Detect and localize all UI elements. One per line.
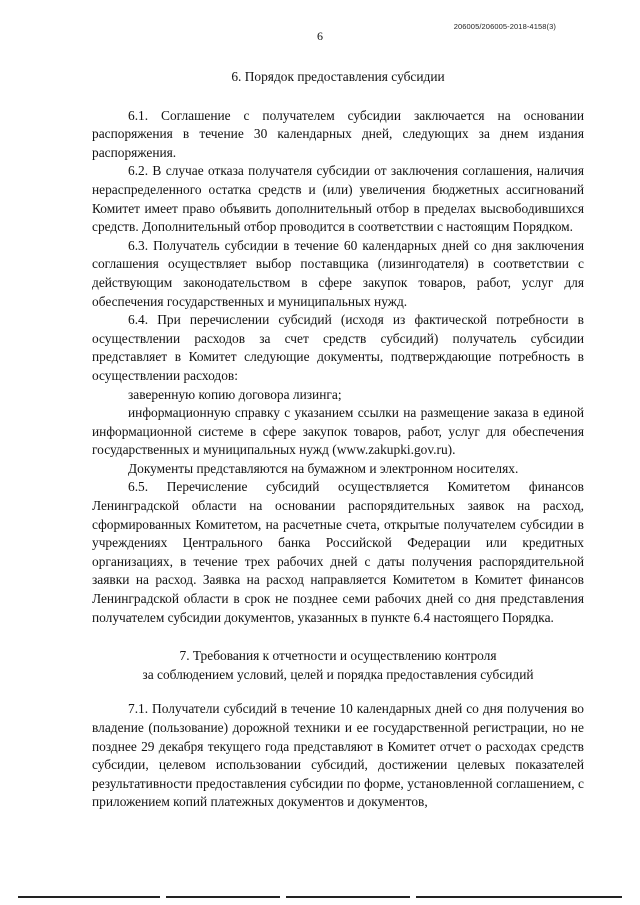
list-item-info-reference: информационную справку с указанием ссылки на размещение заказа в единой информационной системе в сфере закупок товаров, работ, услуг для обеспечения государственных и муниципальных нужд (www.zakupki.gov.ru). (92, 405, 584, 458)
section-7-title (92, 647, 584, 684)
page-number: 6 (317, 29, 323, 43)
paragraph-6-3: 6.3. Получатель субсидии в течение 60 календарных дней со дня заключения соглашения осуществляет выбор поставщика (лизингодателя) в соответствии с действующим законодательством в сфере закупок товаров, работ, услуг для обеспечения государственных и муниципальных нужд. (92, 237, 584, 309)
paragraph-6-2: 6.2. В случае отказа получателя субсидии от заключения соглашения, наличия нераспределенного остатка средств и (или) увеличения бюджетных ассигнований Комитет имеет право объявить дополнительный отбор в пределах высвободившихся средств. Дополнительный отбор проводится в соответствии с настоящим Порядком. (92, 163, 584, 235)
scan-bottom-edge (18, 896, 622, 898)
paragraph-6-1: 6.1. Соглашение с получателем субсидии заключается на основании распоряжения в течение 30 календарных дней, следующих за днем издания распоряжения. (92, 107, 584, 160)
paragraph-documents-media: Документы представляются на бумажном и электронном носителях. (128, 460, 519, 476)
section-6-title: 6. Порядок предоставления субсидии (231, 69, 445, 84)
section-7-title-line-2: за соблюдением условий, целей и порядка предоставления субсидий (142, 666, 534, 682)
section-7-title-line-1: 7. Требования к отчетности и осуществлению контроля (179, 648, 497, 664)
paragraph-6-5: 6.5. Перечисление субсидий осуществляется Комитетом финансов Ленинградской области на основании распорядительных заявок на расход, сформированных Комитетом, на расчетные счета, открытые получателем субсидии в учреждениях Центрального банка Российской Федерации или кредитных организациях, в течение трех рабочих дней с даты получения распорядительной заявки на расход. Заявка на расход направляется Комитетом в Комитет финансов Ленинградской области в срок не позднее семи рабочих дней со дня представления получателем субсидии документов, указанных в пункте 6.4 настоящего Порядка. (92, 479, 584, 625)
document-body (92, 68, 584, 812)
list-item-lease-copy: заверенную копию договора лизинга; (128, 386, 342, 402)
paragraph-7-1: 7.1. Получатели субсидий в течение 10 календарных дней со дня получения во владение (пользование) дорожной техники и ее государственной регистрации, но не позднее 29 декабря текущего года представляют в Комитет отчет о расходах средств субсидии, целевом использовании субсидий, достижении целевых показателей результативности предоставления субсидии по форме, установленной соглашением, с приложением копий платежных документов и документов, (92, 701, 584, 810)
document-number: 206005/206005-2018-4158(3) (453, 22, 556, 31)
paragraph-6-4: 6.4. При перечислении субсидий (исходя из фактической потребности в осуществлении расходов за счет средств субсидий) получатель субсидии представляет в Комитет следующие документы, подтверждающие потребность в осуществлении расходов: (92, 312, 584, 383)
